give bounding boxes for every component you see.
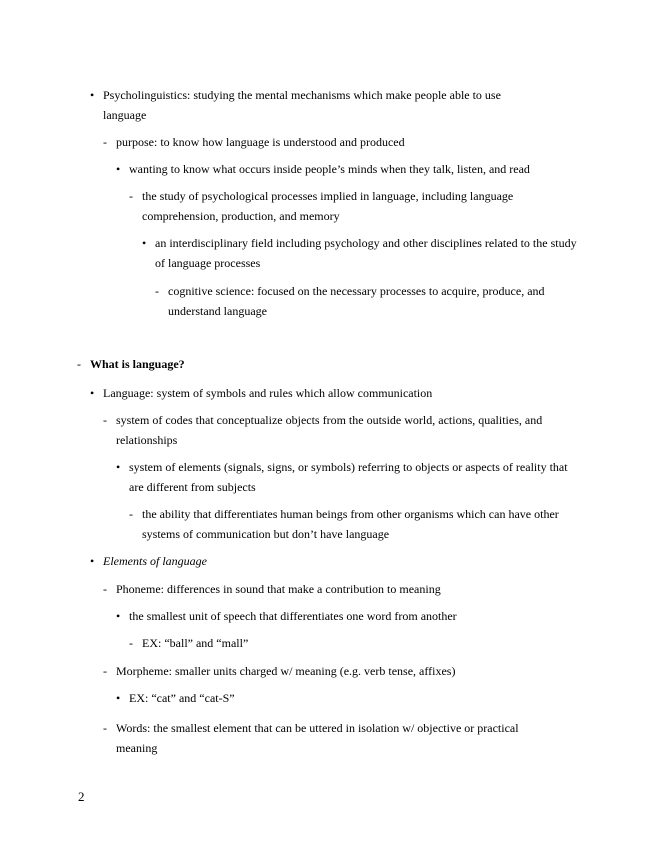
list-item bbox=[103, 662, 586, 682]
dash-marker: - bbox=[103, 135, 107, 149]
list-item bbox=[90, 86, 543, 125]
bullet-marker: • bbox=[116, 691, 121, 705]
list-item bbox=[103, 133, 586, 153]
list-item bbox=[116, 458, 579, 497]
dash-marker: - bbox=[129, 189, 133, 203]
list-item-text: the study of psychological processes implied in language, including language comprehension, production, and memory bbox=[142, 189, 514, 223]
list-item bbox=[103, 580, 586, 600]
list-item bbox=[90, 384, 573, 404]
list-item bbox=[129, 634, 612, 654]
section-heading-text: What is language? bbox=[90, 357, 185, 371]
list-item-text: the ability that differentiates human beings from other organisms which can have other systems of communication but don’t have language bbox=[142, 507, 559, 541]
list-item bbox=[103, 719, 556, 758]
list-item-text: EX: “ball” and “mall” bbox=[142, 636, 249, 650]
bullet-marker: • bbox=[116, 162, 121, 176]
dash-marker: - bbox=[129, 636, 133, 650]
dash-marker: - bbox=[103, 721, 107, 735]
list-item-text: system of codes that conceptualize objects from the outside world, actions, qualities, and relationships bbox=[116, 413, 543, 447]
list-item-text: the smallest unit of speech that differentiates one word from another bbox=[129, 609, 457, 623]
bullet-marker: • bbox=[116, 460, 121, 474]
list-item-text: Psycholinguistics: studying the mental mechanisms which make people able to use language bbox=[103, 88, 501, 122]
list-item bbox=[90, 552, 573, 572]
list-item-text: Elements of language bbox=[103, 554, 207, 568]
list-item bbox=[142, 234, 585, 273]
dash-marker: - bbox=[103, 582, 107, 596]
list-item-text: Phoneme: differences in sound that make a contribution to meaning bbox=[116, 582, 441, 596]
dash-marker: - bbox=[103, 413, 107, 427]
list-item-text: purpose: to know how language is understood and produced bbox=[116, 135, 405, 149]
list-item bbox=[116, 689, 599, 709]
list-item-text: cognitive science: focused on the necessary processes to acquire, produce, and understand language bbox=[168, 284, 545, 318]
list-item bbox=[116, 160, 599, 180]
list-item bbox=[129, 505, 562, 544]
list-item bbox=[103, 411, 586, 450]
section-heading bbox=[77, 355, 560, 375]
list-item-text: wanting to know what occurs inside people’s minds when they talk, listen, and read bbox=[129, 162, 530, 176]
dash-marker: - bbox=[129, 507, 133, 521]
bullet-marker: • bbox=[90, 88, 95, 102]
bullet-marker: • bbox=[142, 236, 147, 250]
page-number: 2 bbox=[78, 789, 85, 804]
bullet-marker: • bbox=[116, 609, 121, 623]
bullet-marker: • bbox=[90, 554, 95, 568]
bullet-marker: • bbox=[90, 386, 95, 400]
list-item bbox=[129, 187, 562, 226]
dash-marker: - bbox=[77, 357, 81, 371]
dash-marker: - bbox=[103, 664, 107, 678]
list-item-text: an interdisciplinary field including psychology and other disciplines related to the study of language processes bbox=[155, 236, 577, 270]
dash-marker: - bbox=[155, 284, 159, 298]
list-item-text: Language: system of symbols and rules which allow communication bbox=[103, 386, 433, 400]
list-item-text: Words: the smallest element that can be uttered in isolation w/ objective or practical meaning bbox=[116, 721, 519, 755]
list-item bbox=[155, 282, 578, 321]
list-item-text: EX: “cat” and “cat-S” bbox=[129, 691, 235, 705]
list-item-text: Morpheme: smaller units charged w/ meaning (e.g. verb tense, affixes) bbox=[116, 664, 456, 678]
list-item bbox=[116, 607, 599, 627]
list-item-text: system of elements (signals, signs, or symbols) referring to objects or aspects of reality that are different from subjects bbox=[129, 460, 568, 494]
